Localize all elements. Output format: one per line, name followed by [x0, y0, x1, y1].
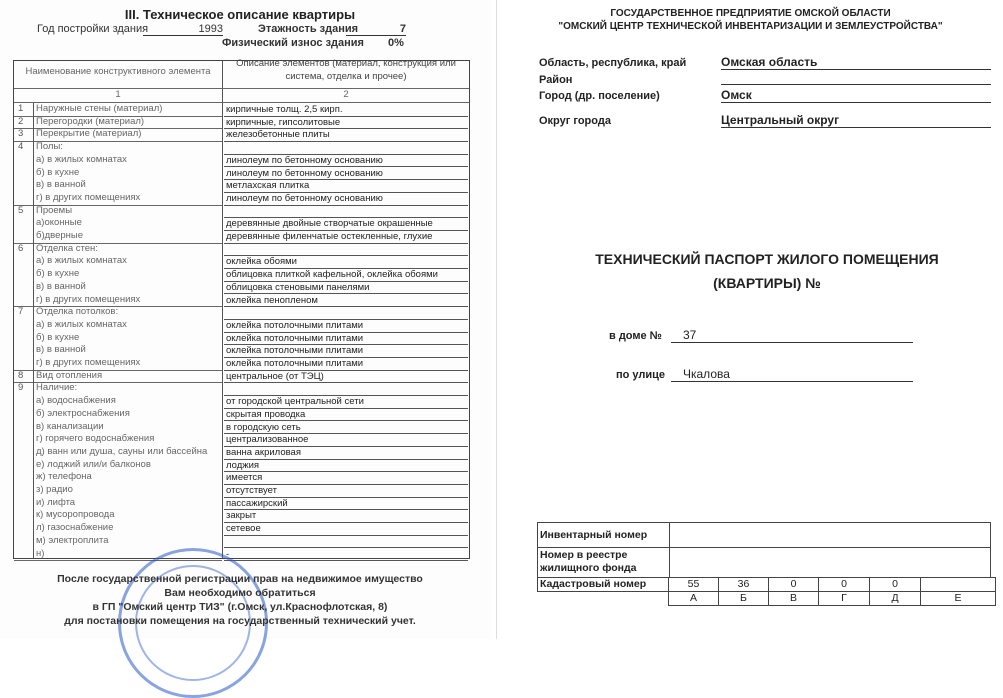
row-number: 7	[18, 306, 24, 318]
element-name: б) в кухне	[36, 268, 80, 280]
okrug-label: Округ города	[539, 115, 611, 127]
cadastral-value	[920, 577, 996, 592]
col2-number: 2	[343, 89, 349, 100]
element-description: линолеум по бетонному основанию	[224, 193, 468, 206]
element-name: г) в других помещениях	[36, 191, 141, 203]
cadastral-letter: Г	[818, 591, 870, 606]
floors-label: Этажность здания	[258, 23, 359, 35]
org-line-1: ГОСУДАРСТВЕННОЕ ПРЕДПРИЯТИЕ ОМСКОЙ ОБЛАСТИ	[610, 8, 891, 19]
okrug-value: Центральный округ	[721, 113, 991, 128]
element-name: а) водоснабжения	[36, 395, 116, 407]
element-description: лоджия	[224, 460, 468, 473]
element-description	[224, 307, 468, 320]
element-description	[224, 244, 468, 257]
element-description: -	[224, 549, 468, 562]
row-number: 9	[18, 382, 24, 394]
registry-number-row	[537, 547, 991, 578]
element-name: б) в кухне	[36, 331, 80, 343]
element-name: б) электроснабжения	[36, 407, 130, 419]
element-description: деревянные двойные створчатые окрашенные	[224, 218, 468, 231]
wear-label: Физический износ здания	[222, 37, 364, 49]
city-value: Омск	[721, 88, 991, 103]
element-description: сетевое	[224, 523, 468, 536]
element-name: г) в других помещениях	[36, 293, 141, 305]
element-name: и) лифта	[36, 496, 76, 508]
cadastral-letter: Д	[869, 591, 921, 606]
element-description	[224, 206, 468, 219]
notice-line: Вам необходимо обратиться	[164, 587, 316, 599]
element-name: м) электроплита	[36, 534, 109, 546]
element-description: оклейка потолочными плитами	[224, 345, 468, 358]
col2-header: Описание элементов (материал, конструкция или система, отделка и прочее)	[236, 58, 456, 82]
region-value: Омская область	[721, 55, 991, 70]
section-title: III. Техническое описание квартиры	[124, 7, 356, 22]
element-name: б)дверные	[36, 230, 84, 241]
element-description: метлахская плитка	[224, 180, 468, 193]
street-value: Чкалова	[671, 367, 913, 382]
col1-header: Наименование конструктивного элемента	[25, 66, 211, 77]
city-label: Город (др. поселение)	[539, 90, 660, 102]
element-name: а) в жилых комнатах	[36, 255, 127, 267]
inventory-number-row	[537, 522, 991, 548]
element-name: Отделка потолков:	[36, 306, 119, 318]
element-name: Перекрытие (материал)	[36, 128, 142, 140]
wear-value: 0%	[388, 37, 404, 49]
element-name: з) радио	[36, 484, 73, 495]
row-number: 4	[18, 141, 24, 153]
street-label: по улице	[616, 369, 666, 381]
element-description: имеется	[224, 472, 468, 485]
element-description: облицовка плиткой кафельной, оклейка обоями	[224, 269, 468, 282]
element-description: оклейка пенопленом	[224, 295, 468, 308]
year-label: Год постройки здания	[37, 23, 149, 35]
element-description: закрыт	[224, 510, 468, 523]
house-value: 37	[671, 328, 913, 343]
element-name: б) в кухне	[36, 166, 80, 178]
element-name: Перегородки (материал)	[36, 115, 145, 127]
element-description: кирпичные, гипсолитовые	[224, 117, 468, 130]
element-description: оклейка обоями	[224, 256, 468, 269]
element-name: Вид отопления	[36, 369, 103, 381]
element-name: а) в жилых комнатах	[36, 153, 127, 165]
passport-title-2: (КВАРТИРЫ) №	[713, 275, 821, 291]
row-number: 3	[18, 128, 24, 140]
element-name: ж) телефона	[36, 471, 92, 483]
notice-line: для постановки помещения на государственный технический учет.	[64, 615, 416, 627]
construction-table	[13, 60, 470, 559]
element-description: централизованное	[224, 434, 468, 447]
element-name: а)оконные	[36, 217, 82, 229]
element-description: в городскую сеть	[224, 422, 468, 435]
passport-title-1: ТЕХНИЧЕСКИЙ ПАСПОРТ ЖИЛОГО ПОМЕЩЕНИЯ	[595, 251, 939, 267]
cadastral-value: 0	[818, 577, 870, 592]
year-value: 1993	[143, 23, 223, 36]
element-name: д) ванн или душа, сауны или бассейна	[36, 445, 208, 457]
element-name: к) мусоропровода	[36, 509, 115, 521]
element-name: л) газоснабжение	[36, 522, 114, 534]
element-name: н)	[36, 547, 45, 559]
row-number: 6	[18, 242, 24, 254]
org-line-2: "ОМСКИЙ ЦЕНТР ТЕХНИЧЕСКОЙ ИНВЕНТАРИЗАЦИИ И ЗЕМЛЕУСТРОЙСТВА"	[558, 21, 943, 32]
element-name: в) в ванной	[36, 179, 86, 191]
element-description: скрытая проводка	[224, 409, 468, 422]
element-description: оклейка потолочными плитами	[224, 358, 468, 371]
element-description	[224, 536, 468, 549]
notice-line: После государственной регистрации прав на недвижимое имущество	[57, 573, 423, 585]
element-description: линолеум по бетонному основанию	[224, 155, 468, 168]
element-description: центральное (от ТЭЦ)	[224, 371, 468, 384]
element-description	[224, 383, 468, 396]
district-label: Район	[539, 74, 573, 86]
element-name: Полы:	[36, 141, 63, 153]
cadastral-value: 0	[768, 577, 819, 592]
cadastral-value: 0	[869, 577, 921, 592]
inventory-label: Инвентарный номер	[540, 529, 648, 541]
notice-line: в ГП "Омский центр ТИЗ" (г.Омск, ул.Краснофлотская, 8)	[92, 601, 388, 613]
element-name: Проемы	[36, 204, 73, 216]
cadastral-letter: Е	[920, 591, 996, 606]
element-description: ванна акриловая	[224, 447, 468, 460]
element-name: а) в жилых комнатах	[36, 318, 127, 330]
element-name: г) горячего водоснабжения	[36, 433, 155, 445]
element-description: облицовка стеновыми панелями	[224, 282, 468, 295]
element-description: железобетонные плиты	[224, 129, 468, 142]
row-number: 2	[18, 115, 24, 127]
element-description: кирпичные толщ. 2,5 кирп.	[224, 104, 468, 117]
element-name: Отделка стен:	[36, 242, 98, 254]
element-description: линолеум по бетонному основанию	[224, 168, 468, 181]
right-page	[496, 0, 1003, 639]
element-name: Наличие:	[36, 382, 78, 394]
element-description: оклейка потолочными плитами	[224, 333, 468, 346]
element-name: е) лоджий или/и балконов	[36, 458, 151, 470]
element-description: отсутствует	[224, 485, 468, 498]
row-number: 5	[18, 204, 24, 216]
row-number: 8	[18, 369, 24, 381]
element-description: деревянные филенчатые остекленные, глухие	[224, 231, 468, 244]
element-description	[224, 142, 468, 155]
region-label: Область, республика, край	[539, 57, 687, 69]
cadastral-value: 36	[718, 577, 769, 592]
house-label: в доме №	[609, 330, 662, 342]
cadastral-value: 55	[668, 577, 719, 592]
element-name: Наружные стены (материал)	[36, 103, 163, 114]
floors-value: 7	[346, 23, 406, 36]
col1-number: 1	[115, 89, 121, 100]
element-name: г) в других помещениях	[36, 357, 141, 368]
cadastral-letter: В	[768, 591, 819, 606]
element-name: в) в ванной	[36, 344, 86, 356]
element-description: пассажирский	[224, 498, 468, 511]
element-description: оклейка потолочными плитами	[224, 320, 468, 333]
element-name: в) в ванной	[36, 280, 86, 292]
cadastral-label: Кадастровый номер	[537, 577, 669, 592]
element-description: от городской центральной сети	[224, 396, 468, 409]
cadastral-letter: А	[668, 591, 719, 606]
registry-label: Номер в реестре жилищного фонда	[540, 549, 637, 574]
element-name: в) канализации	[36, 420, 104, 432]
row-number: 1	[18, 103, 24, 114]
district-value-line	[721, 70, 991, 85]
cadastral-letter: Б	[718, 591, 769, 606]
left-page	[0, 0, 492, 639]
